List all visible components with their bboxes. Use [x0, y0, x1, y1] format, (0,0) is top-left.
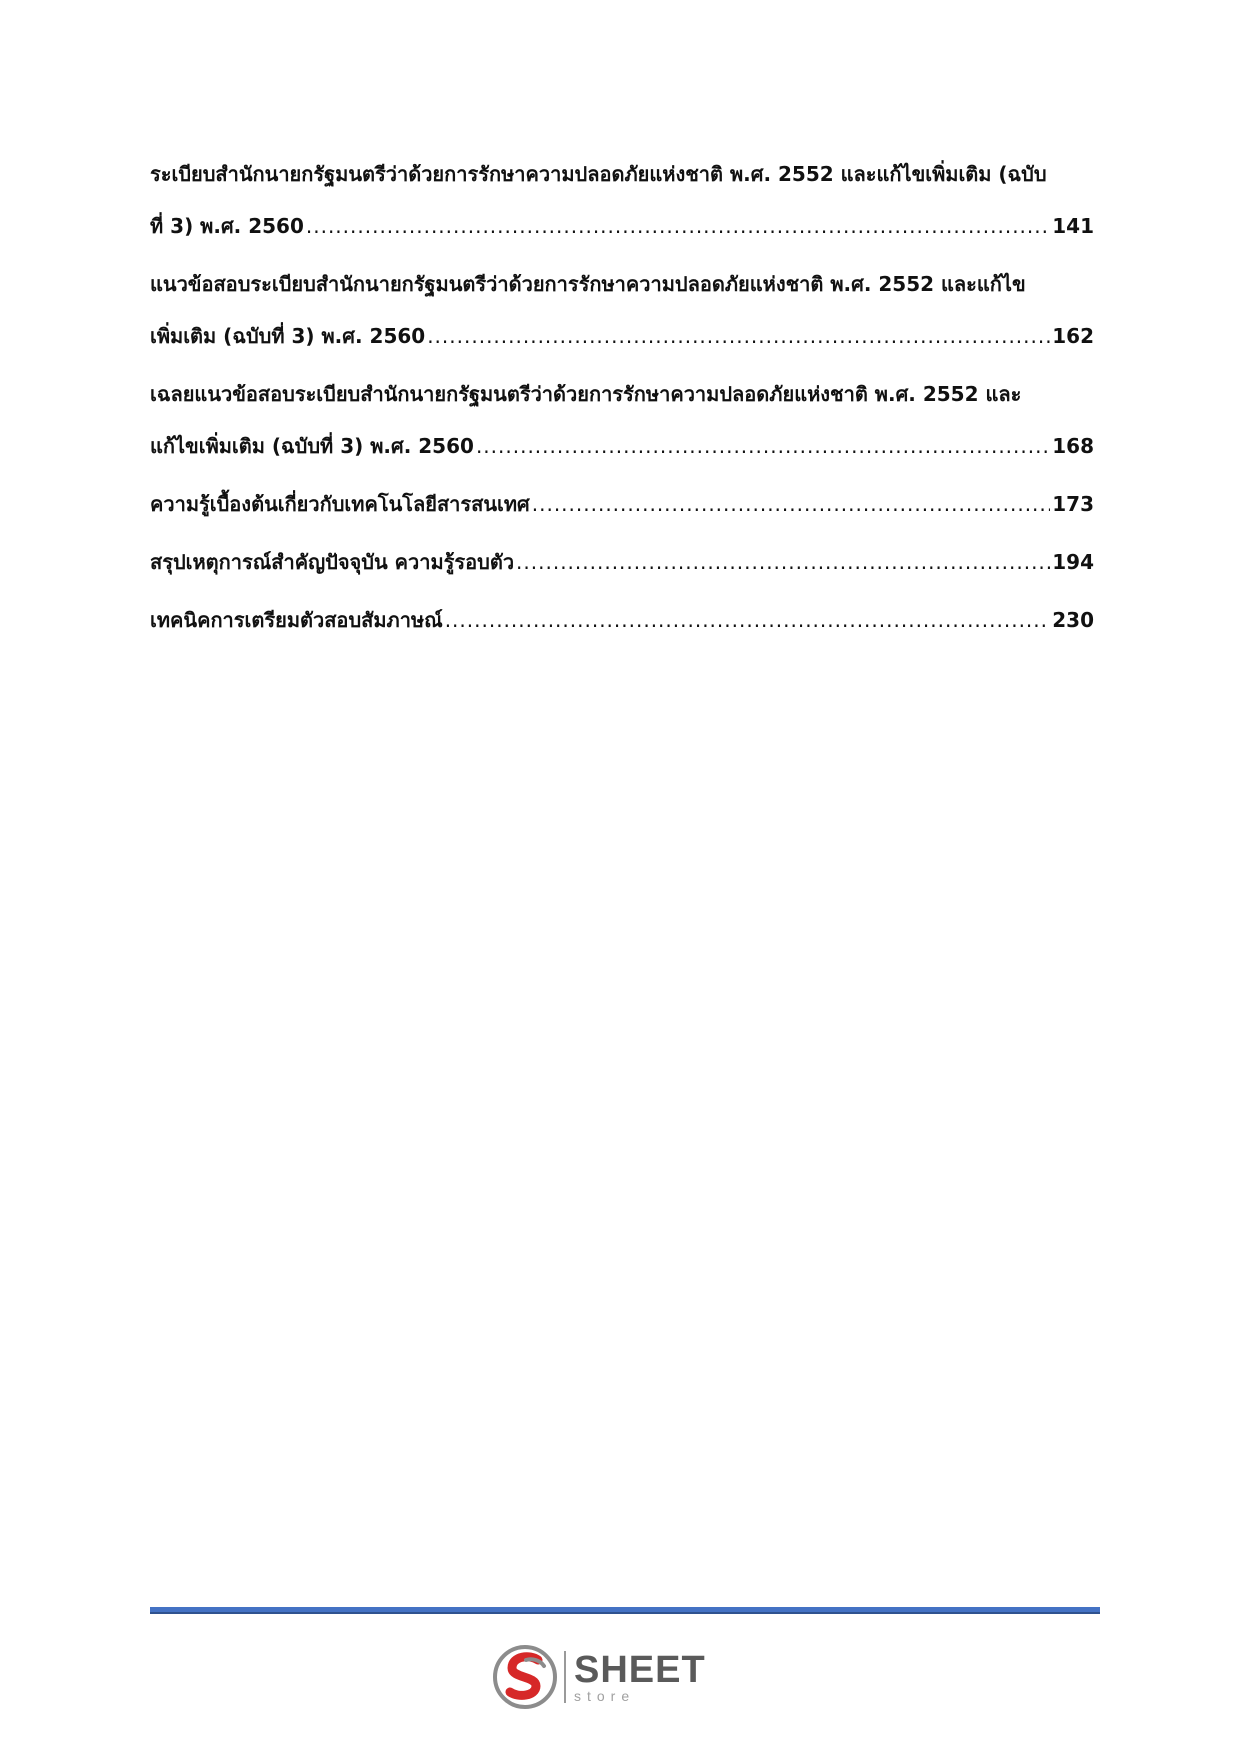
toc-entry-title-line-1: เฉลยแนวข้อสอบระเบียบสำนักนายกรัฐมนตรีว่าด้วยการรักษาความปลอดภัยแห่งชาติ พ.ศ. 2552 และ	[150, 382, 1022, 406]
toc-page-number: 230	[1052, 608, 1094, 632]
toc-entry-title: สรุปเหตุการณ์สำคัญปัจจุบัน ความรู้รอบตัว	[150, 550, 515, 574]
toc-entry[interactable]	[150, 594, 1094, 646]
toc-page-number: 141	[1052, 214, 1094, 238]
toc-page-number: 194	[1052, 550, 1094, 574]
toc-page-number: 173	[1052, 492, 1094, 516]
logo-subword: store	[574, 1688, 636, 1704]
toc-entry[interactable]	[150, 536, 1094, 588]
toc-entry[interactable]	[150, 368, 1094, 472]
toc-entry-title-line-1: ระเบียบสำนักนายกรัฐมนตรีว่าด้วยการรักษาความปลอดภัยแห่งชาติ พ.ศ. 2552 และแก้ไขเพิ่มเติม (ฉบับ	[150, 162, 1047, 186]
table-of-contents	[150, 148, 1094, 652]
logo-wordmark	[574, 1651, 706, 1703]
toc-entry[interactable]	[150, 258, 1094, 362]
dot-leader	[427, 310, 1050, 362]
toc-entry-title-line-2: เพิ่มเติม (ฉบับที่ 3) พ.ศ. 2560	[150, 324, 426, 348]
toc-entry-title: เทคนิคการเตรียมตัวสอบสัมภาษณ์	[150, 608, 443, 632]
toc-entry[interactable]	[150, 148, 1094, 252]
dot-leader	[476, 420, 1050, 472]
toc-entry-title-line-2: ที่ 3) พ.ศ. 2560	[150, 214, 304, 238]
sheet-store-logo	[492, 1642, 706, 1712]
dot-leader	[445, 594, 1051, 646]
toc-page-number: 162	[1052, 324, 1094, 348]
toc-page-number: 168	[1052, 434, 1094, 458]
toc-entry-title-line-1: แนวข้อสอบระเบียบสำนักนายกรัฐมนตรีว่าด้วยการรักษาความปลอดภัยแห่งชาติ พ.ศ. 2552 และแก้ไข	[150, 272, 1026, 296]
dot-leader	[306, 200, 1050, 252]
sheet-store-logo-icon	[492, 1644, 558, 1710]
footer-divider	[150, 1607, 1100, 1614]
toc-entry[interactable]	[150, 478, 1094, 530]
toc-entry-title-line-2: แก้ไขเพิ่มเติม (ฉบับที่ 3) พ.ศ. 2560	[150, 434, 474, 458]
dot-leader	[532, 478, 1051, 530]
toc-entry-title: ความรู้เบื้องต้นเกี่ยวกับเทคโนโลยีสารสนเทศ	[150, 492, 530, 516]
logo-word: SHEET	[574, 1649, 706, 1691]
dot-leader	[516, 536, 1050, 588]
logo-divider	[564, 1651, 566, 1703]
